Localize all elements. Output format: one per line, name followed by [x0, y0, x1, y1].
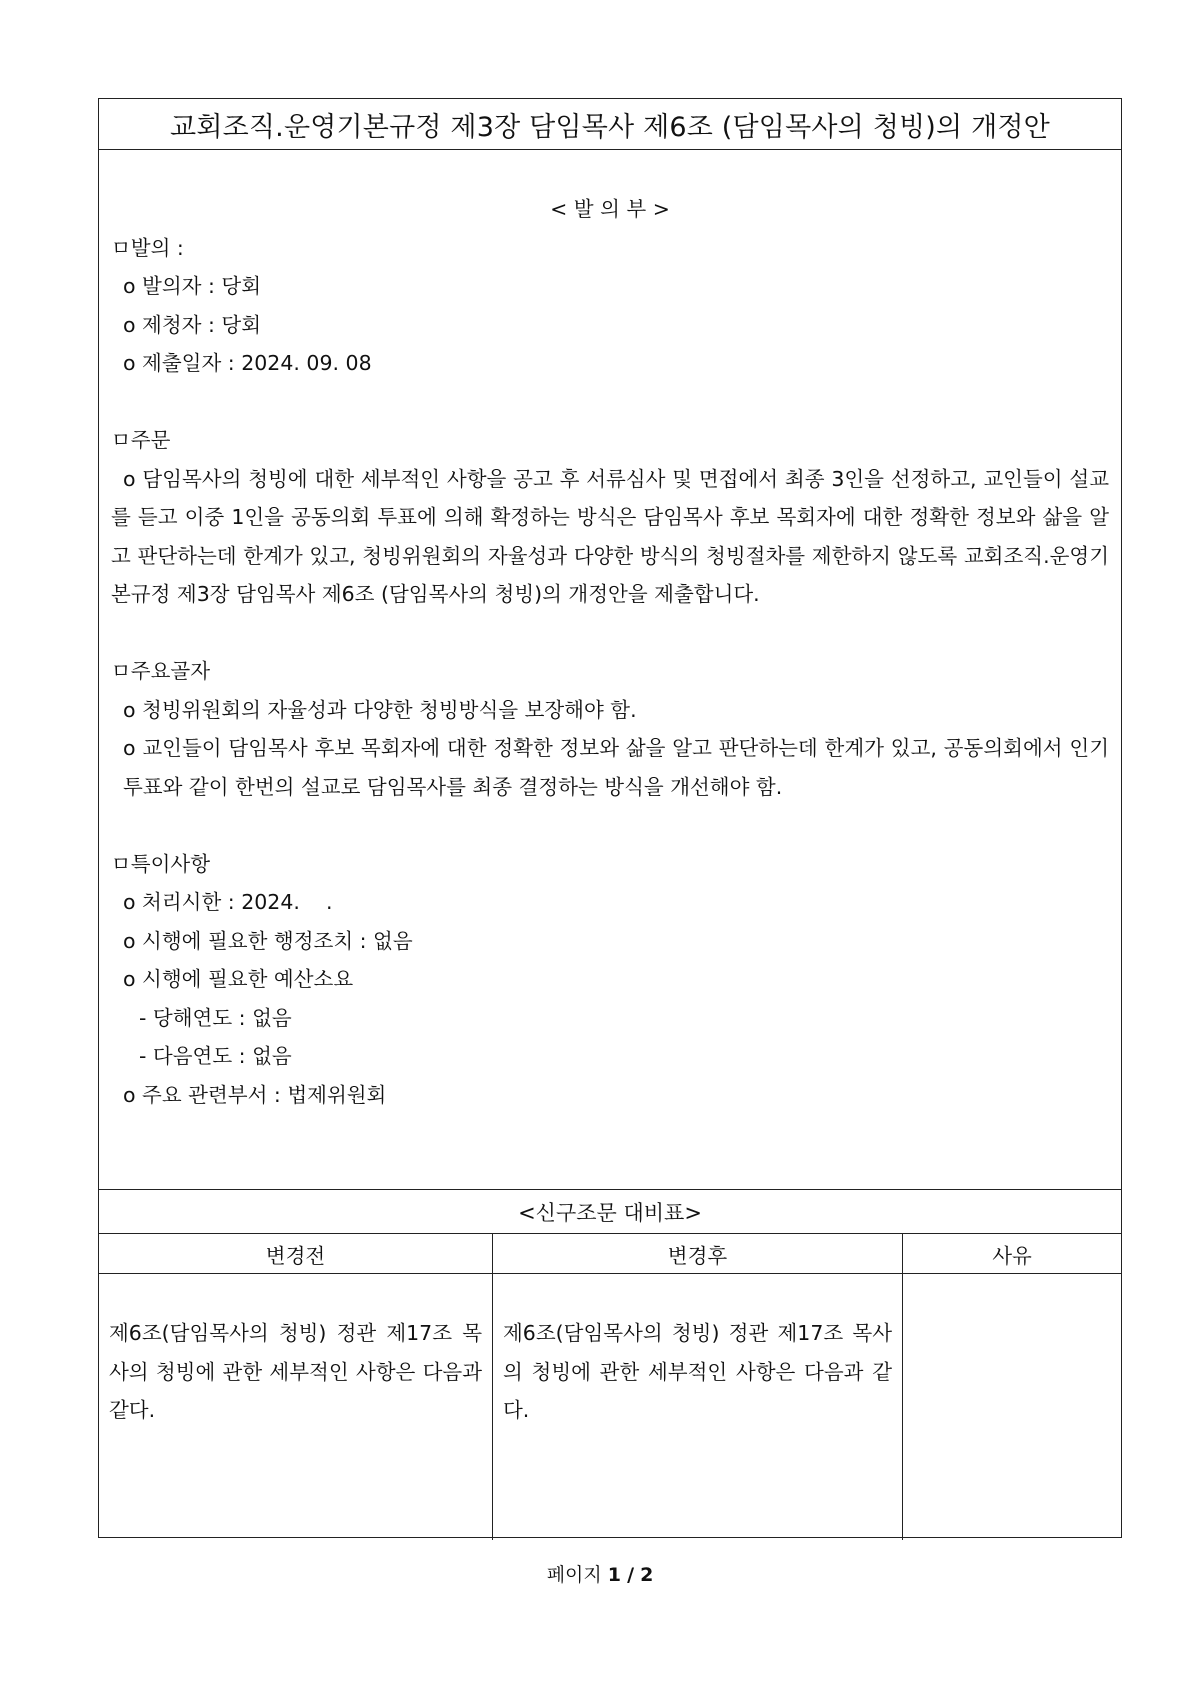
proposal-heading: ㅁ발의 :	[111, 235, 184, 260]
proposer-item: o 발의자 : 당회	[123, 274, 262, 298]
header-after: 변경후	[493, 1234, 903, 1273]
special-notes-heading: ㅁ특이사항	[111, 851, 211, 876]
document-title: 교회조직.운영기본규정 제3장 담임목사 제6조 (담임목사의 청빙)의 개정안	[99, 99, 1121, 150]
cell-before: 제6조(담임목사의 청빙) 정관 제17조 목사의 청빙에 관한 세부적인 사항은 다음과 같다.	[99, 1274, 493, 1540]
department-item: o 주요 관련부서 : 법제위원회	[123, 1082, 387, 1107]
cell-after: 제6조(담임목사의 청빙) 정관 제17조 목사의 청빙에 관한 세부적인 사항은 다음과 같다.	[493, 1274, 903, 1540]
comparison-header-row	[99, 1234, 1121, 1274]
document-frame	[98, 98, 1122, 1538]
cell-reason	[903, 1274, 1121, 1540]
admin-item: o 시행에 필요한 행정조치 : 없음	[123, 928, 413, 953]
key-points-heading: ㅁ주요골자	[111, 659, 211, 683]
main-text-body: o 담임목사의 청빙에 대한 세부적인 사항을 공고 후 서류심사 및 면접에서 최종 3인을 선정하고, 교인들이 설교를 듣고 이중 1인을 공동의회 투표에 의해 확정하는 방식은 담임목사 후보 목회자에 대한 정확한 정보와 삶을 알고 판단하는데 한계가 있고, 청빙위원회의 자율성과 다양한 방식의 청빙절차를 제한하지 않도록 교회조직.운영기본규정 제3장 담임목사 제6조 (담임목사의 청빙)의 개정안을 제출합니다.	[111, 466, 1109, 606]
header-reason: 사유	[992, 1243, 1032, 1268]
seconder-item: o 제청자 : 당회	[123, 312, 262, 337]
main-text-heading: ㅁ주문	[111, 428, 171, 452]
budget-next-item: - 다음연도 : 없음	[139, 1044, 292, 1068]
page-separator: /	[627, 1564, 635, 1586]
page-current: 1	[607, 1564, 622, 1586]
header-before: 변경전	[99, 1234, 493, 1273]
budget-current-item: - 당해연도 : 없음	[139, 1005, 292, 1030]
submission-date-item: o 제출일자 : 2024. 09. 08	[123, 351, 372, 375]
page-footer	[0, 1560, 1200, 1587]
main-text-paragraph	[111, 460, 1109, 614]
comparison-body-row	[99, 1274, 1121, 1540]
page-total: 2	[640, 1564, 654, 1586]
comparison-title: <신구조문 대비표>	[99, 1190, 1121, 1234]
proposal-section	[99, 150, 1121, 1190]
page-label: 페이지	[546, 1564, 602, 1586]
deadline-item: o 처리시한 : 2024. .	[123, 890, 333, 914]
key-point-text: o 교인들이 담임목사 후보 목회자에 대한 정확한 정보와 삶을 알고 판단하는데 한계가 있고, 공동의회에서 인기투표와 같이 한번의 설교로 담임목사를 최종 결정하는 방식을 개선해야 함.	[123, 736, 1109, 799]
key-point-item: o 청빙위원회의 자율성과 다양한 청빙방식을 보장해야 함.	[123, 697, 637, 722]
section-header: < 발 의 부 >	[550, 197, 670, 221]
key-point-item	[111, 729, 1109, 806]
budget-item: o 시행에 필요한 예산소요	[123, 967, 354, 991]
